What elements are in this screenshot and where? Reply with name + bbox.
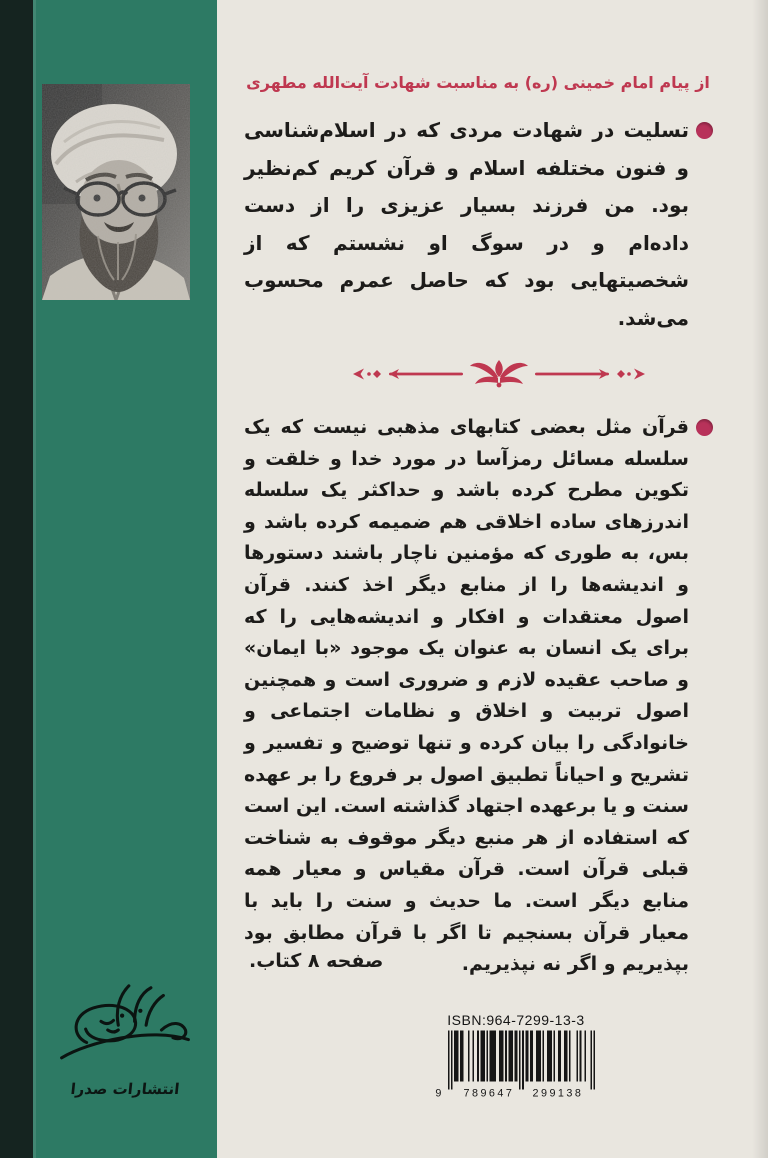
svg-text:9: 9 <box>434 1087 444 1100</box>
sidebar-green-panel <box>33 0 217 1158</box>
publisher-logo-icon <box>55 982 195 1078</box>
ornamental-divider-icon <box>349 356 649 392</box>
quote-text: قرآن مثل بعضی کتابهای مذهبی نیست که یک سلسله مسائل رمزآسا در مورد خدا و خلقت و تکوین مطرح کرده باشد و حداکثر یک سلسله اندرزهای ساده اخلاقی هم ضمیمه کرده باشد و بس، به طوری که مؤمنین ناچار باشند دستورها و اندیشه‌ها را از منابع دیگر اخذ کنند. قرآن اصول معتقدات و افکار و اندیشه‌هایی را که برای یک انسان به عنوان یک موجود «با ایمان» و صاحب عقیده لازم و ضروری است و همچنین اصول تربیت و اخلاق و نظامات اجتماعی و خانوادگی را بیان کرده و تنها توضیح و تفسیر و تشریح و احیاناً تطبیق اصول بر فروع را بر عهده سنت و یا برعهده اجتهاد گذاشته است. این است که استفاده از هر منبع دیگر موقوف به شناخت قبلی قرآن است. قرآن مقیاس و معیار همه منابع دیگر است. ما حدیث و سنت را باید با معیار قرآن بسنجیم تا اگر با قرآن مطابق بود بپذیریم و اگر نه نپذیریم. <box>244 416 689 976</box>
quote-attribution-heading: از پیام امام خمینی (ره) به مناسبت شهادت آیت‌الله مطهری <box>246 73 710 92</box>
svg-text:789647: 789647 <box>463 1087 514 1100</box>
publisher-name: انتشارات صدرا <box>69 1080 181 1098</box>
quote-paragraph-2 <box>244 412 689 981</box>
bullet-icon <box>696 122 713 139</box>
quote-text: تسلیت در شهادت مردی که در اسلام‌شناسی و فنون مختلفه اسلام و قرآن کریم کم‌نظیر بود. من فرزند بسیار عزیزی را از دست داده‌ام و در سوگ او نشستم که از شخصیتهایی بود که حاصل عمرم محسوب می‌شد. <box>244 118 689 330</box>
spine-dark-strip <box>0 0 33 1158</box>
svg-text:299138: 299138 <box>532 1087 583 1100</box>
page-reference: صفحه ۸ کتاب. <box>249 950 384 972</box>
barcode-block <box>432 1012 600 1100</box>
back-cover-page <box>217 0 768 1158</box>
author-photo <box>42 84 190 300</box>
quote-paragraph-1 <box>244 112 689 337</box>
barcode-image <box>434 1030 599 1100</box>
publisher-block <box>33 982 217 1098</box>
bullet-icon <box>696 419 713 436</box>
isbn-label: ISBN:964-7299-13-3 <box>447 1012 585 1028</box>
